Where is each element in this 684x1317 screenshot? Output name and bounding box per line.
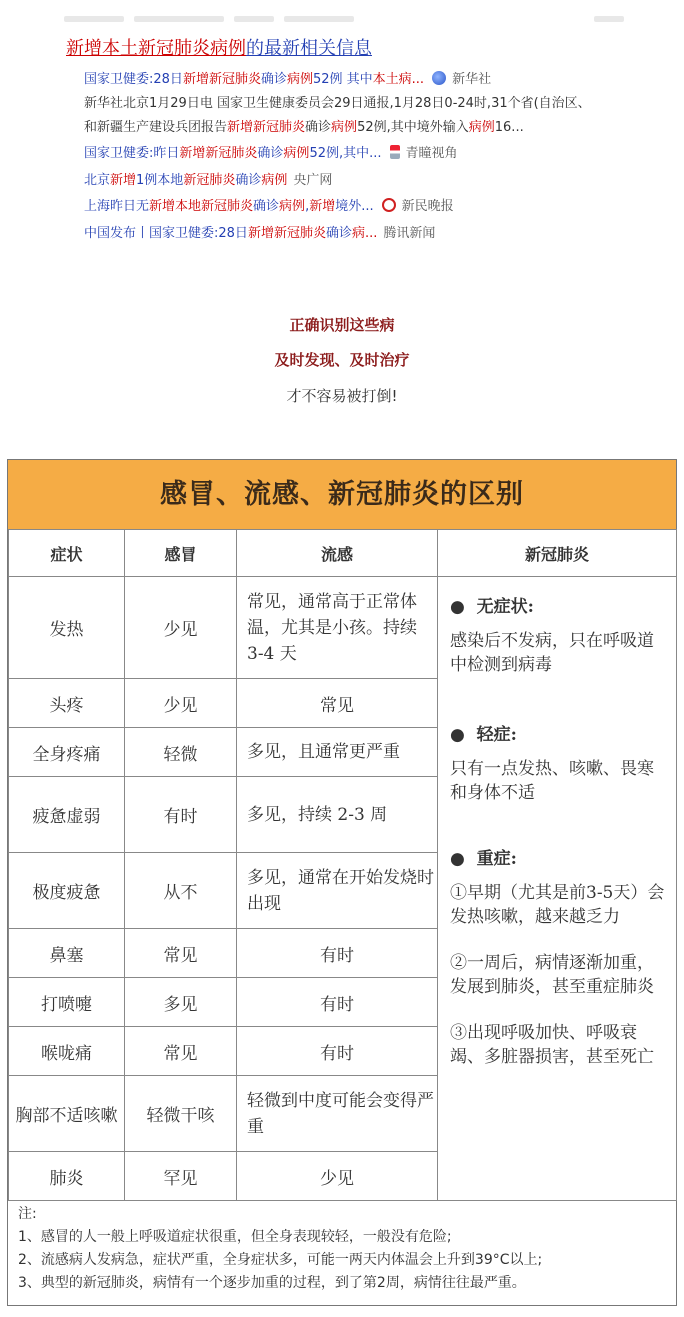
link-text-fragment: 新增新冠肺炎 [247,226,326,241]
link-text-fragment: 确诊 [260,72,287,87]
xinmin-logo-icon [382,198,396,212]
covid-asymptomatic-text: 感染后不发病，只在呼吸道中检测到病毒 [450,631,654,675]
link-text-fragment: 确诊 [305,120,332,135]
link-text-fragment: 新增新冠肺炎 [179,146,258,161]
link-text-fragment: 国家卫健委:昨日 [84,146,180,161]
slogan-line-2: 及时发现、及时治疗 [274,351,410,369]
covid-mild-title: ● 轻症: [450,725,517,745]
slogan-line-3: 才不容易被打倒! [286,387,398,405]
link-text-fragment: 病例 [283,146,310,161]
news-result-link[interactable] [84,142,458,161]
table-cell-cold: 从不 [125,853,237,929]
table-cell-cold: 少见 [125,679,237,728]
table-cell-cold: 多见 [125,978,237,1027]
infographic-title: 感冒、流感、新冠肺炎的区别 [8,460,676,529]
link-text-fragment: 病例 [261,173,288,188]
link-text-fragment: 52例,其中... [309,146,382,161]
link-text-fragment: 和新疆生产建设兵团报告 [84,120,228,135]
news-source-label: 新民晚报 [401,199,454,214]
link-text-fragment: 确诊 [325,226,352,241]
news-snippet [84,116,524,135]
qingtong-logo-icon [390,145,400,159]
note-item: 1、感冒的人一般上呼吸道症状很重，但全身表现较轻，一般没有危险; [18,1229,452,1245]
link-text-fragment: 病例 [279,199,306,214]
link-text-fragment: 病例 [331,120,358,135]
table-cell-cold: 常见 [125,929,237,978]
table-cell-symptom: 极度疲惫 [9,853,125,929]
table-cell-cold: 有时 [125,777,237,853]
table-cell-flu: 多见，通常在开始发烧时出现 [237,853,438,929]
covid-mild-text: 只有一点发热、咳嗽、畏寒和身体不适 [450,759,654,803]
link-text-fragment: 52例,其中境外输入 [357,120,469,135]
table-cell-flu: 常见 [237,679,438,728]
link-text-fragment: 新增新冠肺炎 [182,72,261,87]
link-text-fragment: 新增 [309,199,336,214]
table-cell-symptom: 喉咙痛 [9,1027,125,1076]
covid-severe-stage-3: ③出现呼吸加快、呼吸衰竭、多脏器损害，甚至死亡 [450,1023,654,1067]
cropped-header-fragment [64,8,634,22]
note-item: 2、流感病人发病急，症状严重，全身症状多，可能一两天内体温会上升到39°C以上; [18,1252,543,1268]
link-text-fragment: , [305,199,310,214]
table-cell-cold: 轻微 [125,728,237,777]
table-cell-flu: 轻微到中度可能会变得严重 [237,1076,438,1152]
news-result-link[interactable] [84,68,491,87]
table-cell-symptom: 头疼 [9,679,125,728]
table-cell-symptom: 肺炎 [9,1152,125,1201]
table-cell-flu: 有时 [237,1027,438,1076]
header-flu: 流感 [237,530,438,577]
table-cell-flu: 多见，持续 2-3 周 [237,777,438,853]
comparison-infographic [7,459,677,1306]
link-text-fragment: 病例 [468,120,495,135]
link-text-fragment: 16... [494,120,524,135]
table-cell-cold: 罕见 [125,1152,237,1201]
link-text-fragment: 确诊 [253,199,280,214]
link-text-fragment: 境外... [335,199,374,214]
link-text-fragment: 确诊 [257,146,284,161]
comparison-table [8,529,677,1201]
link-text-fragment: 新增新冠肺炎 [227,120,306,135]
note-item: 3、典型的新冠肺炎，病情有一个逐步加重的过程，到了第2周，病情往往最严重。 [18,1275,526,1291]
link-text-fragment: 中国发布丨国家卫健委:28日 [84,226,248,241]
table-cell-symptom: 发热 [9,577,125,679]
link-text-fragment: 52例 其中 [312,72,373,87]
link-text-fragment: 新冠肺炎 [183,173,236,188]
link-text-fragment: 新增 [110,173,137,188]
header-covid: 新冠肺炎 [438,530,677,577]
table-cell-symptom: 鼻塞 [9,929,125,978]
link-text-fragment: 确诊 [235,173,262,188]
slogan-line-1: 正确识别这些病 [289,316,395,334]
news-result-link[interactable] [84,195,454,214]
table-cell-symptom: 胸部不适咳嗽 [9,1076,125,1152]
news-result-link[interactable] [84,169,332,188]
notes-section [18,1203,668,1295]
link-text-fragment: 本土病... [372,72,425,87]
table-cell-flu: 有时 [237,978,438,1027]
covid-severe-stage-1: ①早期（尤其是前3-5天）会发热咳嗽，越来越乏力 [450,883,665,927]
search-result-title[interactable]: 新增本土新冠肺炎病例的最新相关信息 [66,38,372,59]
table-cell-cold: 少见 [125,577,237,679]
table-cell-flu: 常见，通常高于正常体温，尤其是小孩。持续 3-4 天 [237,577,438,679]
table-cell-cold: 常见 [125,1027,237,1076]
table-cell-symptom: 疲惫虚弱 [9,777,125,853]
table-cell-flu: 少见 [237,1152,438,1201]
covid-column [438,577,677,1201]
header-cold: 感冒 [125,530,237,577]
link-text-fragment: 新增本地新冠肺炎 [149,199,254,214]
covid-severe-stage-2: ②一周后，病情逐渐加重，发展到肺炎，甚至重症肺炎 [450,953,654,997]
header-symptom: 症状 [9,530,125,577]
link-text-fragment: 1例本地 [136,173,184,188]
link-text-fragment: 上海昨日无 [84,199,150,214]
covid-asymptomatic-title: ● 无症状: [450,597,534,617]
link-text-fragment: 病... [351,226,378,241]
news-source-label: 青瞳视角 [405,146,458,161]
link-text-fragment: 北京 [84,173,111,188]
news-snippet: 新华社北京1月29日电 国家卫生健康委员会29日通报,1月28日0-24时,31个省(自治区、 [84,96,591,111]
news-source-label: 腾讯新闻 [383,226,436,241]
news-result-link[interactable] [84,222,435,241]
xinhua-logo-icon [432,71,446,85]
link-text-fragment: 病例 [286,72,313,87]
table-cell-symptom: 打喷嚏 [9,978,125,1027]
table-cell-flu: 有时 [237,929,438,978]
notes-heading: 注: [18,1206,37,1222]
table-cell-symptom: 全身疼痛 [9,728,125,777]
news-source-label: 央广网 [293,173,333,188]
news-source-label: 新华社 [452,72,492,87]
covid-severe-title: ● 重症: [450,849,517,869]
table-cell-flu: 多见，且通常更严重 [237,728,438,777]
link-text-fragment: 国家卫健委:28日 [84,72,183,87]
table-cell-cold: 轻微干咳 [125,1076,237,1152]
